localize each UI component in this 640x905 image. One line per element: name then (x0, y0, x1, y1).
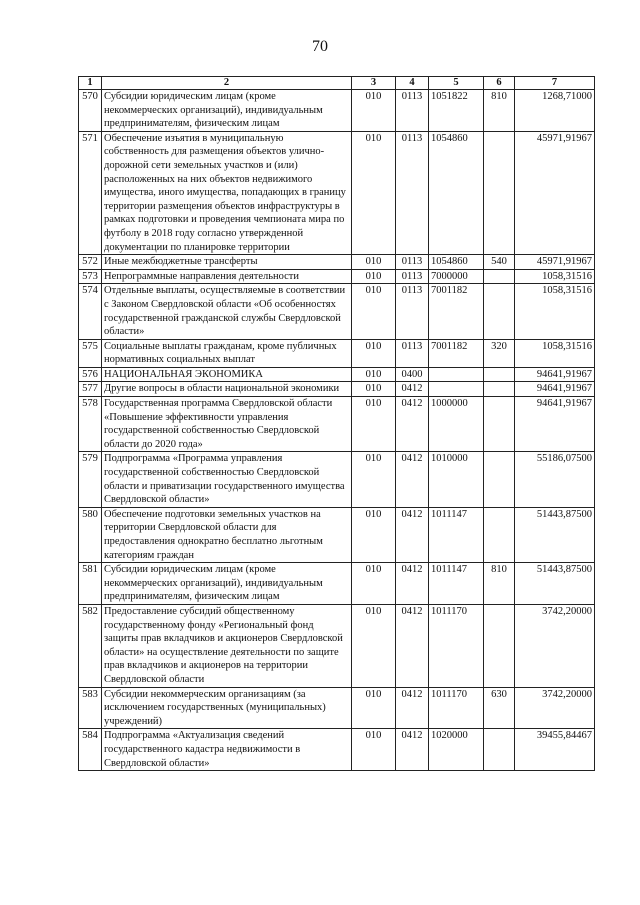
table-row (79, 729, 595, 771)
row-name: НАЦИОНАЛЬНАЯ ЭКОНОМИКА (102, 367, 352, 382)
row-sum: 3742,20000 (515, 604, 595, 687)
row-code-section: 010 (352, 382, 396, 397)
header-col-5: 5 (429, 77, 484, 90)
row-code-section: 010 (352, 604, 396, 687)
table-row (79, 687, 595, 729)
row-number: 575 (79, 339, 102, 367)
row-code-target: 1011147 (429, 563, 484, 605)
row-code-target: 7000000 (429, 269, 484, 284)
row-code-subsection: 0412 (396, 382, 429, 397)
row-code-expense-type (484, 397, 515, 452)
row-name: Субсидии юридическим лицам (кроме некоммерческих организаций), индивидуальным предпринимателям, физическим лицам (102, 563, 352, 605)
row-sum: 94641,91967 (515, 382, 595, 397)
table-row (79, 131, 595, 254)
row-code-subsection: 0412 (396, 452, 429, 507)
budget-table (78, 76, 595, 771)
table-row (79, 397, 595, 452)
row-code-section: 010 (352, 284, 396, 339)
row-number: 580 (79, 507, 102, 562)
table-body (79, 90, 595, 771)
row-sum: 1058,31516 (515, 284, 595, 339)
row-code-expense-type (484, 382, 515, 397)
row-number: 570 (79, 90, 102, 132)
row-code-section: 010 (352, 339, 396, 367)
table-row (79, 255, 595, 270)
row-code-expense-type: 630 (484, 687, 515, 729)
row-code-subsection: 0113 (396, 269, 429, 284)
row-number: 578 (79, 397, 102, 452)
row-code-section: 010 (352, 729, 396, 771)
row-name: Обеспечение изъятия в муниципальную собственность для размещения объектов улично-дорожной сети земельных участков и (или) расположенных на них объектов недвижимого имущества, иного имущества, попадающих в границу территории размещения объектов инфраструктуры в рамках подготовки и проведения чемпионата мира по футболу в 2018 году согласно утвержденной документации по планировке территории (102, 131, 352, 254)
header-col-4: 4 (396, 77, 429, 90)
table-row (79, 90, 595, 132)
row-code-target: 1010000 (429, 452, 484, 507)
row-code-target: 1054860 (429, 255, 484, 270)
row-name: Обеспечение подготовки земельных участков на территории Свердловской области для предоставления однократно бесплатно льготным категориям граждан (102, 507, 352, 562)
row-number: 581 (79, 563, 102, 605)
row-code-section: 010 (352, 255, 396, 270)
row-code-target (429, 367, 484, 382)
header-col-2: 2 (102, 77, 352, 90)
row-code-subsection: 0412 (396, 604, 429, 687)
row-code-subsection: 0113 (396, 255, 429, 270)
row-sum: 94641,91967 (515, 367, 595, 382)
row-number: 582 (79, 604, 102, 687)
row-code-section: 010 (352, 131, 396, 254)
row-number: 576 (79, 367, 102, 382)
table-row (79, 507, 595, 562)
row-code-subsection: 0412 (396, 397, 429, 452)
row-code-subsection: 0400 (396, 367, 429, 382)
row-code-section: 010 (352, 397, 396, 452)
row-sum: 39455,84467 (515, 729, 595, 771)
row-code-expense-type: 810 (484, 563, 515, 605)
row-code-target: 7001182 (429, 339, 484, 367)
row-name: Предоставление субсидий общественному государственному фонду «Региональный фонд защиты прав вкладчиков и акционеров Свердловской области» на осуществление деятельности по защите прав вкладчиков и акционеров на территории Свердловской области (102, 604, 352, 687)
row-number: 583 (79, 687, 102, 729)
row-code-expense-type (484, 367, 515, 382)
row-code-expense-type (484, 452, 515, 507)
row-sum: 1058,31516 (515, 269, 595, 284)
row-sum: 94641,91967 (515, 397, 595, 452)
row-code-subsection: 0113 (396, 284, 429, 339)
row-number: 571 (79, 131, 102, 254)
row-name: Иные межбюджетные трансферты (102, 255, 352, 270)
header-col-3: 3 (352, 77, 396, 90)
row-number: 574 (79, 284, 102, 339)
table-row (79, 563, 595, 605)
table-row (79, 382, 595, 397)
row-code-expense-type (484, 604, 515, 687)
row-name: Государственная программа Свердловской области «Повышение эффективности управления государственной собственностью Свердловской области до 2020 года» (102, 397, 352, 452)
row-code-target: 1011170 (429, 604, 484, 687)
row-code-target: 7001182 (429, 284, 484, 339)
row-number: 584 (79, 729, 102, 771)
row-name: Субсидии юридическим лицам (кроме некоммерческих организаций), индивидуальным предпринимателям, физическим лицам (102, 90, 352, 132)
row-code-target: 1054860 (429, 131, 484, 254)
table-row (79, 452, 595, 507)
row-code-expense-type (484, 284, 515, 339)
row-sum: 51443,87500 (515, 507, 595, 562)
row-code-target: 1051822 (429, 90, 484, 132)
row-name: Подпрограмма «Актуализация сведений государственного кадастра недвижимости в Свердловской области» (102, 729, 352, 771)
row-code-section: 010 (352, 452, 396, 507)
row-name: Непрограммные направления деятельности (102, 269, 352, 284)
table-row (79, 269, 595, 284)
row-name: Отдельные выплаты, осуществляемые в соответствии с Законом Свердловской области «Об особенностях государственной гражданской службы Свердловской области» (102, 284, 352, 339)
row-code-target: 1000000 (429, 397, 484, 452)
row-number: 573 (79, 269, 102, 284)
row-code-section: 010 (352, 90, 396, 132)
row-name: Подпрограмма «Программа управления государственной собственностью Свердловской области и приватизации государственного имущества Свердловской области» (102, 452, 352, 507)
row-sum: 45971,91967 (515, 131, 595, 254)
row-name: Другие вопросы в области национальной экономики (102, 382, 352, 397)
row-code-subsection: 0412 (396, 507, 429, 562)
row-code-expense-type: 320 (484, 339, 515, 367)
row-code-expense-type (484, 269, 515, 284)
row-number: 579 (79, 452, 102, 507)
row-name: Субсидии некоммерческим организациям (за исключением государственных (муниципальных) учреждений) (102, 687, 352, 729)
row-code-expense-type (484, 131, 515, 254)
row-code-section: 010 (352, 269, 396, 284)
row-number: 577 (79, 382, 102, 397)
row-sum: 51443,87500 (515, 563, 595, 605)
row-code-subsection: 0113 (396, 131, 429, 254)
row-code-target: 1020000 (429, 729, 484, 771)
row-code-target: 1011170 (429, 687, 484, 729)
table-row (79, 604, 595, 687)
header-col-1: 1 (79, 77, 102, 90)
row-code-expense-type: 540 (484, 255, 515, 270)
row-code-subsection: 0113 (396, 339, 429, 367)
row-code-section: 010 (352, 507, 396, 562)
row-code-section: 010 (352, 563, 396, 605)
row-sum: 1058,31516 (515, 339, 595, 367)
row-code-section: 010 (352, 367, 396, 382)
row-code-target: 1011147 (429, 507, 484, 562)
row-code-expense-type (484, 507, 515, 562)
page-number: 70 (312, 38, 328, 55)
row-code-subsection: 0412 (396, 563, 429, 605)
header-col-7: 7 (515, 77, 595, 90)
header-col-6: 6 (484, 77, 515, 90)
row-code-target (429, 382, 484, 397)
header-row (79, 77, 595, 90)
row-sum: 45971,91967 (515, 255, 595, 270)
row-sum: 3742,20000 (515, 687, 595, 729)
row-code-subsection: 0113 (396, 90, 429, 132)
row-number: 572 (79, 255, 102, 270)
table-row (79, 367, 595, 382)
row-sum: 55186,07500 (515, 452, 595, 507)
table-row (79, 284, 595, 339)
row-name: Социальные выплаты гражданам, кроме публичных нормативных социальных выплат (102, 339, 352, 367)
row-code-subsection: 0412 (396, 687, 429, 729)
table-row (79, 339, 595, 367)
row-code-expense-type: 810 (484, 90, 515, 132)
row-sum: 1268,71000 (515, 90, 595, 132)
row-code-expense-type (484, 729, 515, 771)
row-code-section: 010 (352, 687, 396, 729)
row-code-subsection: 0412 (396, 729, 429, 771)
